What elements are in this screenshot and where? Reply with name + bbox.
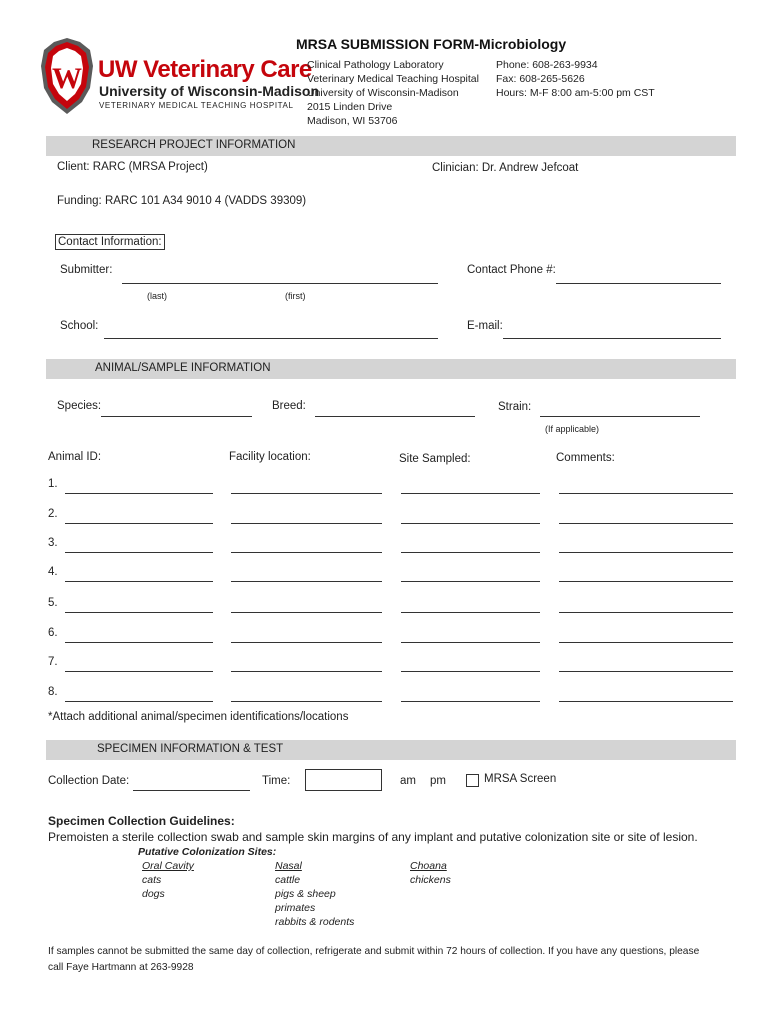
animal-id-field[interactable] — [65, 612, 213, 613]
site-sampled-field[interactable] — [401, 612, 540, 613]
address-line: Clinical Pathology Laboratory — [307, 59, 444, 71]
email-field[interactable] — [503, 338, 721, 339]
client-text: Client: RARC (MRSA Project) — [57, 161, 208, 173]
row-number: 6. — [48, 627, 58, 639]
mrsa-screen-checkbox[interactable] — [466, 774, 479, 787]
breed-field[interactable] — [315, 416, 475, 417]
email-label: E-mail: — [467, 320, 503, 332]
comments-field[interactable] — [559, 671, 733, 672]
site-sampled-field[interactable] — [401, 523, 540, 524]
submitter-field[interactable] — [122, 283, 438, 284]
university-name: University of Wisconsin-Madison — [99, 83, 320, 99]
site-sampled-field[interactable] — [401, 671, 540, 672]
contact-phone-field[interactable] — [556, 283, 721, 284]
site-heading: Oral Cavity — [142, 860, 194, 872]
sites-column-choana — [410, 860, 451, 888]
row-number: 5. — [48, 597, 58, 609]
comments-field[interactable] — [559, 552, 733, 553]
mrsa-screen-label: MRSA Screen — [484, 773, 557, 785]
comments-field[interactable] — [559, 642, 733, 643]
footer-line: call Faye Hartmann at 263-9928 — [48, 962, 194, 973]
footer-line: If samples cannot be submitted the same day of collection, refrigerate and submit within 72 hours of collection. If you have any questions, please — [48, 946, 700, 957]
animal-id-field[interactable] — [65, 671, 213, 672]
lab-address — [307, 58, 479, 128]
facility-location-field[interactable] — [231, 701, 382, 702]
brand-name: UW Veterinary Care — [98, 56, 312, 83]
contact-phone-label: Contact Phone #: — [467, 264, 556, 276]
form-title: MRSA SUBMISSION FORM-Microbiology — [296, 36, 567, 52]
address-line: 2015 Linden Drive — [307, 101, 393, 113]
strain-field[interactable] — [540, 416, 700, 417]
comments-field[interactable] — [559, 493, 733, 494]
sites-column-nasal — [275, 860, 354, 930]
row-number: 7. — [48, 656, 58, 668]
phone-text: Phone: 608-263-9934 — [496, 59, 598, 71]
comments-header: Comments: — [556, 452, 615, 464]
breed-label: Breed: — [272, 400, 306, 412]
school-field[interactable] — [104, 338, 438, 339]
site-sampled-header: Site Sampled: — [399, 453, 471, 465]
sites-column-oral — [142, 860, 194, 902]
site-sampled-field[interactable] — [401, 552, 540, 553]
facility-header: Facility location: — [229, 451, 311, 463]
section-title: ANIMAL/SAMPLE INFORMATION — [95, 362, 271, 374]
specimen-section-header — [46, 740, 736, 760]
species-label: Species: — [57, 400, 102, 412]
facility-location-field[interactable] — [231, 523, 382, 524]
contact-info-field[interactable]: Contact Information: — [55, 234, 165, 250]
comments-field[interactable] — [559, 612, 733, 613]
collection-date-field[interactable] — [133, 790, 250, 791]
school-label: School: — [60, 320, 99, 332]
guidelines-text: Premoisten a sterile collection swab and sample skin margins of any implant and putative colonization site or site of lesion. — [48, 830, 698, 844]
uw-crest-logo — [38, 36, 96, 116]
animal-id-field[interactable] — [65, 493, 213, 494]
attach-note: *Attach additional animal/specimen identifications/locations — [48, 711, 349, 723]
animal-section-header — [46, 359, 736, 379]
pm-label[interactable]: pm — [430, 775, 446, 787]
animal-id-field[interactable] — [65, 642, 213, 643]
animal-id-field[interactable] — [65, 581, 213, 582]
lab-contact — [496, 58, 655, 100]
comments-field[interactable] — [559, 581, 733, 582]
footer-note — [48, 944, 699, 976]
comments-field[interactable] — [559, 523, 733, 524]
site-sampled-field[interactable] — [401, 581, 540, 582]
facility-location-field[interactable] — [231, 493, 382, 494]
guidelines-heading: Specimen Collection Guidelines: — [48, 814, 235, 828]
address-line: Madison, WI 53706 — [307, 115, 398, 127]
site-sampled-field[interactable] — [401, 493, 540, 494]
time-input[interactable] — [305, 769, 382, 791]
facility-location-field[interactable] — [231, 671, 382, 672]
funding-text: Funding: RARC 101 A34 9010 4 (VADDS 39309) — [57, 195, 307, 207]
strain-label: Strain: — [498, 401, 532, 413]
am-label[interactable]: am — [400, 775, 416, 787]
species-item: pigs & sheep — [275, 888, 336, 900]
species-item: cattle — [275, 874, 301, 886]
facility-location-field[interactable] — [231, 552, 382, 553]
facility-location-field[interactable] — [231, 581, 382, 582]
fax-text: Fax: 608-265-5626 — [496, 73, 585, 85]
row-number: 1. — [48, 478, 58, 490]
last-name-hint: (last) — [147, 291, 167, 301]
species-item: cats — [142, 874, 162, 886]
first-name-hint: (first) — [285, 291, 306, 301]
svg-text:W: W — [52, 62, 82, 95]
comments-field[interactable] — [559, 701, 733, 702]
address-line: Veterinary Medical Teaching Hospital — [307, 73, 479, 85]
site-sampled-field[interactable] — [401, 642, 540, 643]
species-field[interactable] — [101, 416, 252, 417]
time-label: Time: — [262, 775, 291, 787]
row-number: 2. — [48, 508, 58, 520]
species-item: dogs — [142, 888, 165, 900]
animal-id-field[interactable] — [65, 552, 213, 553]
row-number: 4. — [48, 566, 58, 578]
hours-text: Hours: M-F 8:00 am-5:00 pm CST — [496, 87, 655, 99]
site-heading: Choana — [410, 860, 447, 872]
species-item: rabbits & rodents — [275, 916, 355, 928]
animal-id-header: Animal ID: — [48, 451, 102, 463]
species-item: chickens — [410, 874, 451, 886]
site-heading: Nasal — [275, 860, 302, 872]
submitter-label: Submitter: — [60, 264, 113, 276]
section-title: SPECIMEN INFORMATION & TEST — [97, 743, 284, 755]
animal-id-field[interactable] — [65, 701, 213, 702]
facility-location-field[interactable] — [231, 612, 382, 613]
section-title: RESEARCH PROJECT INFORMATION — [92, 139, 296, 151]
research-section-header — [46, 136, 736, 156]
hospital-name: VETERINARY MEDICAL TEACHING HOSPITAL — [99, 101, 294, 110]
clinician-text: Clinician: Dr. Andrew Jefcoat — [432, 162, 579, 174]
if-applicable-hint: (If applicable) — [545, 424, 600, 434]
species-item: primates — [275, 902, 316, 914]
row-number: 8. — [48, 686, 58, 698]
address-line: University of Wisconsin-Madison — [307, 87, 459, 99]
row-number: 3. — [48, 537, 58, 549]
sites-heading: Putative Colonization Sites: — [138, 846, 277, 858]
facility-location-field[interactable] — [231, 642, 382, 643]
animal-id-field[interactable] — [65, 523, 213, 524]
site-sampled-field[interactable] — [401, 701, 540, 702]
collection-date-label: Collection Date: — [48, 775, 130, 787]
